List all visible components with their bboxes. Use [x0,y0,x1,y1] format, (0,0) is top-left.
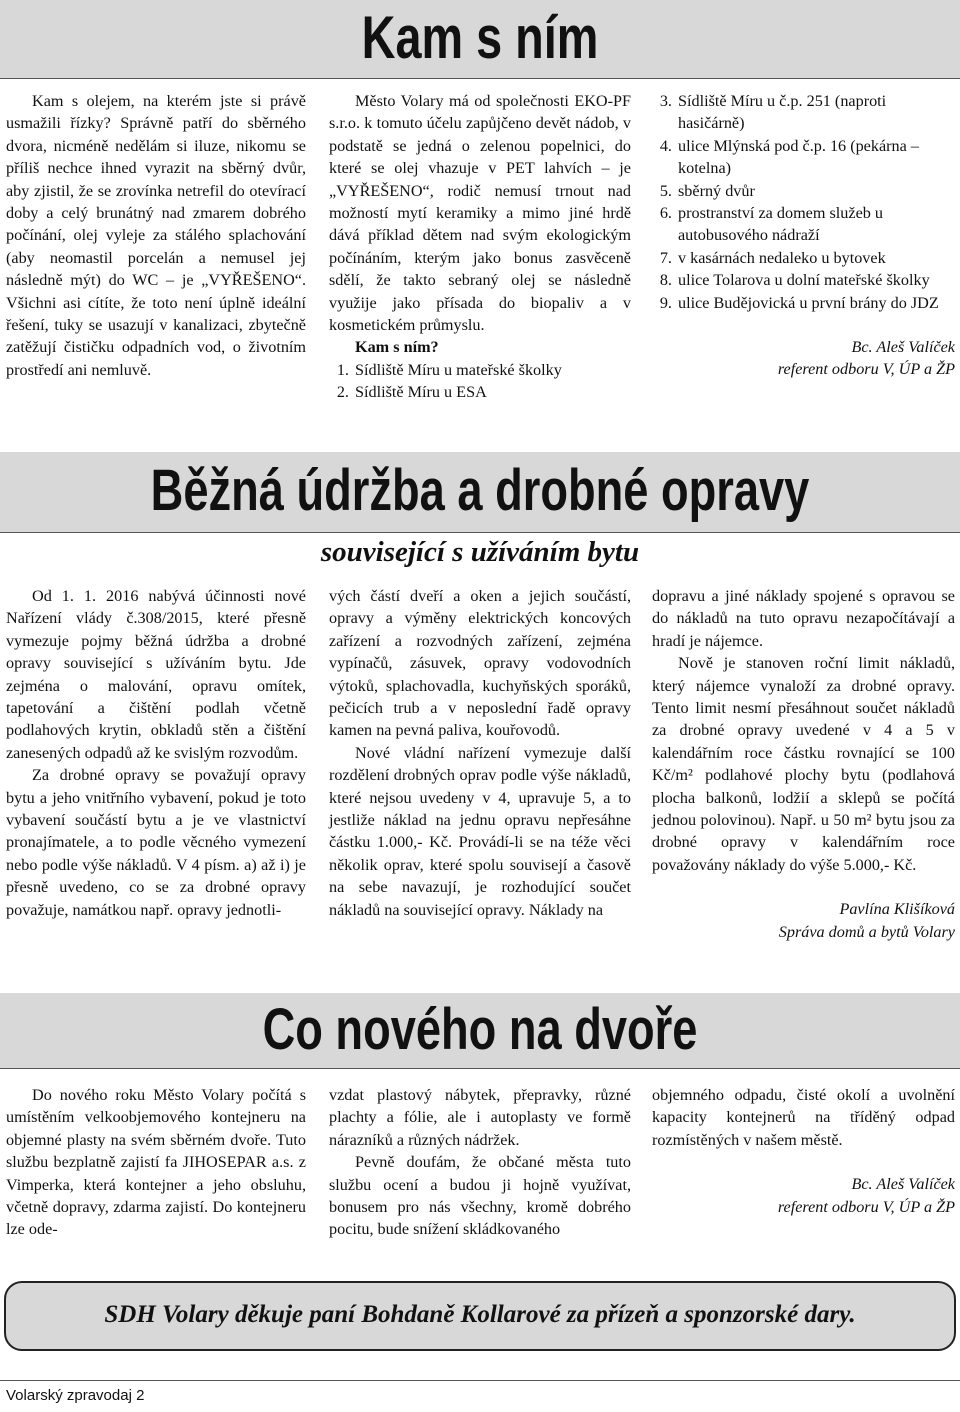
thanks-text: SDH Volary děkuje paní Bohdaně Kollarové za přízeň a sponzorské dary. [104,1301,856,1328]
section1-headline: Kam s ním [361,4,599,71]
list-item: 5. sběrný dvůr [676,180,955,202]
article-column [652,585,955,943]
list-item: 4. ulice Mlýnská pod č.p. 16 (pekárna – kotelna) [676,135,955,180]
section1-col2-text: Město Volary má od společnosti EKO-PF s.r.o. k tomuto účelu zapůjčeno devět nádob, v podstatě se jedná o zelenou popelnici, do které se olej vhazuje v PET lahvích – je „VYŘEŠENO“, rodič nemusí trnout nad možností mytí keramiky a mimo jiné hrdě dává příklad dětem nad svým ekologickým počínáním, kterým jako bonus zasvěceně sdělí, že takto sebraný olej se následně využije jako přísada do biopaliv a v kosmetickém průmyslu. [329,92,631,335]
collection-points-list [329,359,631,404]
section2-col2-p1: vých částí dveří a oken a jejich součástí, opravy a výměny elektrických koncových zařízení a rozvodných zařízení, zejména vypínačů, zásuvek, opravy vodovodních výtoků, splachovadla, kuchyňských sporáků, pečicích trub a v neposlední řadě opravy kamen na pevná paliva, kouřovodů. [329,587,631,740]
list-item: 6. prostranství za domem služeb u autobusového nádraží [676,202,955,247]
section3-col2-p2: Pevně doufám, že občané města tuto službu ocení a budou ji hojně využívat, bonusem pro nás všechny, kromě dobrého pocitu, bude snížení skládkovaného [329,1153,631,1239]
article-column [6,585,306,921]
list-item: 8. ulice Tolarova u dolní mateřské školky [676,269,955,291]
list-item: 2. Sídliště Míru u ESA [353,381,631,403]
section3-col2-p1: vzdat plastový nábytek, přepravky, různé plachty a fólie, ale i autoplasty ve formě nárazníků a různých nádržek. [329,1086,631,1149]
article-column [329,585,631,921]
section2-col1-p1: Od 1. 1. 2016 nabývá účinnosti nové Nařízení vlády č.308/2015, které přesně vymezuje pojmy běžná údržba a drobné opravy související s užíváním bytu. Jde zejména o malování, opravu omítek, tapetování a čištění podlah včetně podlahových krytin, obkladů stěn a čištění zanesených odpadů až ke svislým rozvodům. [6,587,306,762]
author-role: Správa domů a bytů Volary [778,922,955,941]
section1-col1-text: Kam s olejem, na kterém jste si právě usmažili řízky? Správně patří do sběrného dvora, nicméně nedělám si iluze, nikomu se příliš nechce ihned vyrazit na sběrný dvůr, aby zjistil, že se zrovínka netrefil do otevírací doby a celý brunátný nad zmarem dobrého počínání, olej vyleje za stálého splachování (aby neomastil porcelán a nemusel jej následně mýt) do WC – je „VYŘEŠENO“. Všichni asi cítíte, že toto není úplně ideální řešení, tuky se usazují v kanalizaci, zbytečně zatěžují čističku odpadních vod, o životním prostředí ani nemluvě. [6,92,306,379]
section3-headline: Co nového na dvoře [262,997,698,1062]
author-name: Bc. Aleš Valíček [851,338,955,357]
thanks-box [4,1281,956,1351]
section2-col1-p2: Za drobné opravy se považují opravy bytu a jeho vnitřního vybavení, pokud je toto vybavení součástí bytu a je ve vlastnictví pronajímatele, a to podle věcného vymezení nebo podle výše nákladů. V 4 písm. a) až i) je přesně uvedeno, co se za drobné opravy považuje, namátkou např. opravy jednotli- [6,766,306,919]
section3-col3-text: objemného odpadu, čisté okolí a uvolnění kapacity kontejnerů na tříděný odpad rozmístěných v našem městě. [652,1086,955,1149]
section2-subtitle: související s užíváním bytu [320,536,640,568]
divider [0,78,960,79]
section2-col2-p2: Nové vládní nařízení vymezuje další rozdělení drobných oprav podle výše nákladů, které nejsou uvedeny v 4, upravuje 5, a to jestliže náklad na jednu opravu nepřesáhne částku 1.000,- Kč. Provádí-li se na téže věci několik oprav, které spolu souvisejí a časově na sebe navazují, je rozhodující součet nákladů na související opravy. Náklady na [329,743,631,919]
list-item: 7. v kasárnách nedaleko u bytovek [676,247,955,269]
author-role: referent odboru V, ÚP a ŽP [777,360,955,379]
article-column [6,90,306,381]
divider [0,1068,960,1069]
author-name: Pavlína Klišíková [839,900,955,919]
list-heading: Kam s ním? [355,338,439,357]
section2-headline: Běžná údržba a drobné opravy [150,458,810,523]
list-item: 3. Sídliště Míru u č.p. 251 (naproti hasičárně) [676,90,955,135]
section3-col1-text: Do nového roku Město Volary počítá s umístěním velkoobjemového kontejneru na objemné plasty na svém sběrném dvoře. Tuto službu bezplatně zajistí fa JIHOSEPAR a.s. z Vimperka, která kontejner a jeho obsluhu, včetně dopravy, zdarma zajistí. Do kontejneru lze ode- [6,1086,306,1239]
article-column [652,1084,955,1218]
collection-points-list [652,90,955,314]
footer-divider [0,1380,960,1381]
list-item: 1. Sídliště Míru u mateřské školky [353,359,631,381]
footer-label: Volarský zpravodaj 2 [6,1387,145,1404]
section2-col3-p1: dopravu a jiné náklady spojené s opravou se do nákladů na tuto opravu nezapočítávají a hradí je nájemce. [652,587,955,650]
article-column [6,1084,306,1241]
section2-col3-p2: Nově je stanoven roční limit nákladů, který nájemce vynaloží za drobné opravy. Tento limit nesmí přesáhnout součet nákladů za drobné opravy uvedené v 4 a 5 v kalendářním roce částku rovnající se 100 Kč/m² podlahové plochy bytu (podlahová plocha balkonů, lodžií a sklepů se počítá jednou polovinou). Např. u 50 m² bytu jsou za drobné opravy v kalendářním roce považovány náklady do výše 5.000,- Kč. [652,654,955,874]
author-name: Bc. Aleš Valíček [851,1175,955,1194]
article-column [652,90,955,381]
article-column [329,90,631,404]
article-column [329,1084,631,1241]
list-item: 9. ulice Budějovická u první brány do JDZ [676,292,955,314]
author-role: referent odboru V, ÚP a ŽP [777,1197,955,1216]
